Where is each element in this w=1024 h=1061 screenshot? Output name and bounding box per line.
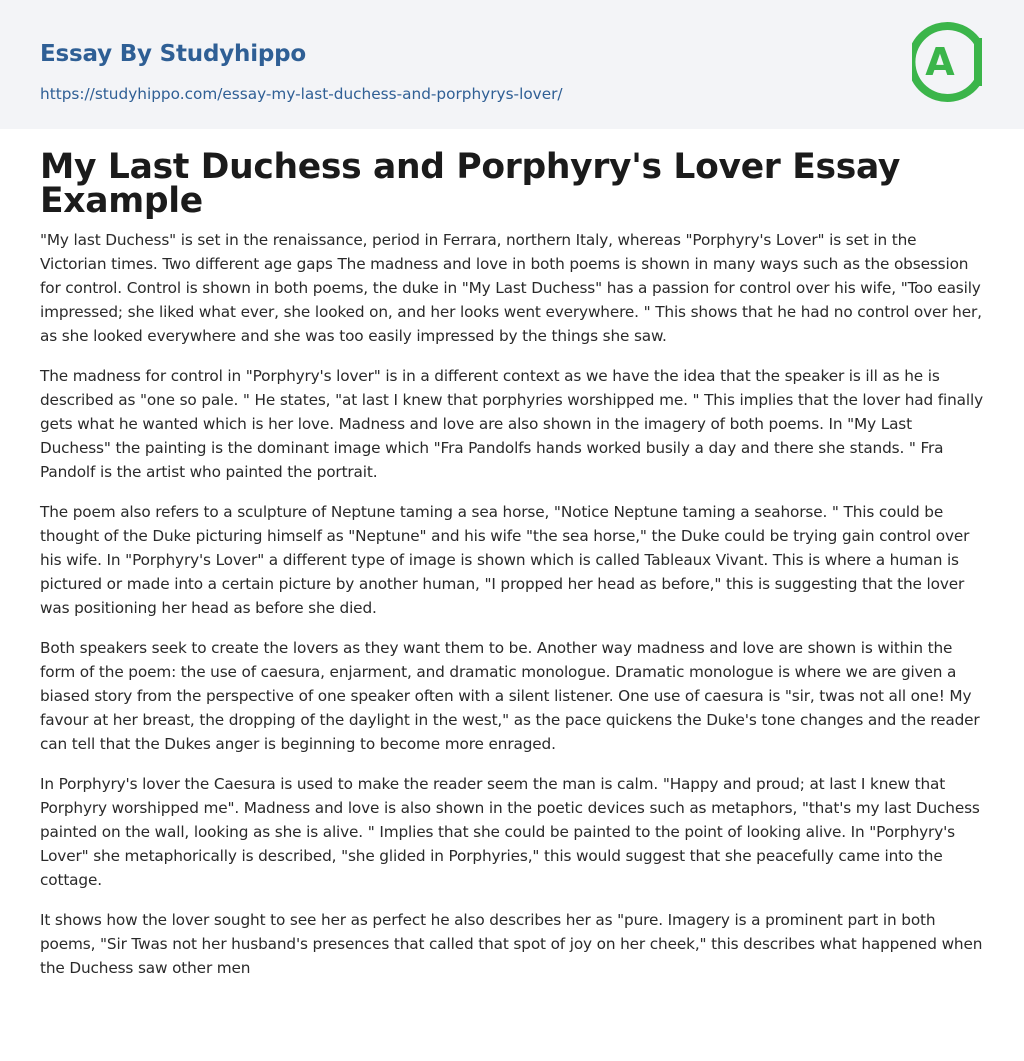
site-header xyxy=(0,0,1024,129)
article-body xyxy=(40,228,984,996)
article-paragraph: "My last Duchess" is set in the renaissance, period in Ferrara, northern Italy, whereas "Porphyry's Lover" is set in the Victorian times. Two different age gaps The madness and love in both poems is shown in many ways such as the obsession for control. Control is shown in both poems, the duke in "My Last Duchess" has a passion for control over his wife, "Too easily impressed; she liked what ever, she looked on, and her looks went everywhere. " This shows that he had no control over her, as she looked everywhere and she was too easily impressed by the things she saw. xyxy=(40,231,982,345)
logo-letter: A xyxy=(925,40,955,84)
article-paragraph: The madness for control in "Porphyry's lover" is in a different context as we have the idea that the speaker is ill as he is described as "one so pale. " He states, "at last I knew that porphyries worshipped me. " This implies that the lover had finally gets what he wanted which is her love. Madness and love are also shown in the imagery of both poems. In "My Last Duchess" the painting is the dominant image which "Fra Pandolfs hands worked busily a day and there she stands. " Fra Pandolf is the artist who painted the portrait. xyxy=(40,367,983,481)
article-header xyxy=(40,147,990,221)
article-title: My Last Duchess and Porphyry's Lover Essay Example xyxy=(40,147,901,221)
article-paragraph: The poem also refers to a sculpture of Neptune taming a sea horse, "Notice Neptune taming a seahorse. " This could be thought of the Duke picturing himself as "Neptune" and his wife "the sea horse," the Duke could be trying gain control over his wife. In "Porphyry's Lover" a different type of image is shown which is called Tableaux Vivant. This is where a human is pictured or made into a certain picture by another human, "I propped her head as before," this is suggesting that the lover was positioning her head as before she died. xyxy=(40,503,970,617)
brand-title[interactable]: Essay By Studyhippo xyxy=(40,41,307,67)
article-paragraph: In Porphyry's lover the Caesura is used to make the reader seem the man is calm. "Happy and proud; at last I knew that Porphyry worshipped me". Madness and love is also shown in the poetic devices such as metaphors, "that's my last Duchess painted on the wall, looking as she is alive. " Implies that she could be painted to the point of looking alive. In "Porphyry's Lover" she metaphorically is described, "she glided in Porphyries," this would suggest that she peacefully came into the cottage. xyxy=(40,775,980,889)
studyhippo-logo-icon[interactable] xyxy=(912,20,986,104)
article-paragraph: It shows how the lover sought to see her as perfect he also describes her as "pure. Imagery is a prominent part in both poems, "Sir Twas not her husband's presences that called that spot of joy on her cheek," this describes what happened when the Duchess saw other men xyxy=(40,911,983,977)
article-paragraph: Both speakers seek to create the lovers as they want them to be. Another way madness and love are shown is within the form of the poem: the use of caesura, enjarment, and dramatic monologue. Dramatic monologue is where we are given a biased story from the perspective of one speaker often with a silent listener. One use of caesura is "sir, twas not all one! My favour at her breast, the dropping of the daylight in the west," as the pace quickens the Duke's tone changes and the reader can tell that the Dukes anger is beginning to become more enraged. xyxy=(40,639,980,753)
source-url-link[interactable]: https://studyhippo.com/essay-my-last-duchess-and-porphyrys-lover/ xyxy=(40,85,563,103)
